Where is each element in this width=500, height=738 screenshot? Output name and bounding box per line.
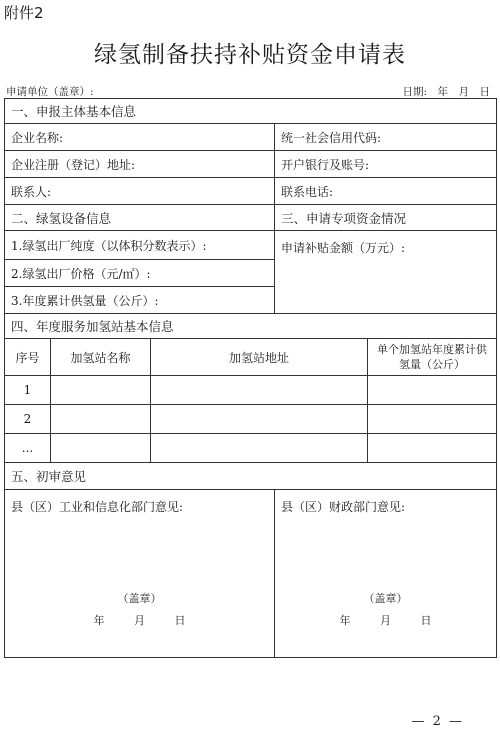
supply-field[interactable]: 3.年度累计供氢量（公斤）: — [5, 287, 275, 314]
station-address-cell[interactable] — [151, 376, 368, 405]
application-form-table — [4, 98, 497, 658]
subsidy-amount-field[interactable]: 申请补贴金额（万元）: — [275, 231, 497, 314]
section2-heading: 二、绿氢设备信息 — [5, 205, 275, 231]
attachment-label: 附件2 — [4, 4, 44, 22]
col-header-station-name: 加氢站名称 — [51, 339, 151, 376]
date-line: 年 月 日 — [93, 614, 186, 627]
industry-dept-label: 县（区）工业和信息化部门意见: — [11, 500, 184, 514]
company-name-field[interactable]: 企业名称: — [5, 124, 275, 151]
page-number: — 2 — — [411, 714, 464, 729]
station-supply-cell[interactable] — [368, 434, 497, 463]
reg-address-field[interactable]: 企业注册（登记）地址: — [5, 151, 275, 178]
purity-field[interactable]: 1.绿氢出厂纯度（以体积分数表示）: — [5, 231, 275, 260]
row-index: 2 — [5, 405, 51, 434]
form-title: 绿氢制备扶持补贴资金申请表 — [94, 42, 406, 68]
col-header-annual-supply: 单个加氢站年度累计供氢量（公斤） — [368, 339, 497, 376]
station-address-cell[interactable] — [151, 405, 368, 434]
row-index: 1 — [5, 376, 51, 405]
section4-heading: 四、年度服务加氢站基本信息 — [5, 314, 497, 339]
section3-heading: 三、申请专项资金情况 — [275, 205, 497, 231]
date-label: 日期: 年 月 日 — [402, 86, 490, 98]
credit-code-field[interactable]: 统一社会信用代码: — [275, 124, 497, 151]
applicant-unit-label: 申请单位（盖章）: — [6, 86, 94, 98]
phone-field[interactable]: 联系电话: — [275, 178, 497, 205]
contact-field[interactable]: 联系人: — [5, 178, 275, 205]
col-header-index: 序号 — [5, 339, 51, 376]
stamp-label: （盖章） — [363, 592, 408, 605]
station-supply-cell[interactable] — [368, 405, 497, 434]
station-name-cell[interactable] — [51, 434, 151, 463]
col-header-station-address: 加氢站地址 — [151, 339, 368, 376]
finance-dept-opinion[interactable] — [275, 490, 497, 658]
station-supply-cell[interactable] — [368, 376, 497, 405]
section1-heading: 一、申报主体基本信息 — [5, 99, 497, 124]
date-line: 年 月 日 — [339, 614, 432, 627]
industry-dept-opinion[interactable] — [5, 490, 275, 658]
finance-dept-label: 县（区）财政部门意见: — [281, 500, 406, 514]
station-name-cell[interactable] — [51, 405, 151, 434]
bank-account-field[interactable]: 开户银行及账号: — [275, 151, 497, 178]
station-address-cell[interactable] — [151, 434, 368, 463]
section5-heading: 五、初审意见 — [5, 463, 497, 490]
station-name-cell[interactable] — [51, 376, 151, 405]
row-index: ... — [5, 434, 51, 463]
price-field[interactable]: 2.绿氢出厂价格（元/㎡）: — [5, 260, 275, 287]
stamp-label: （盖章） — [117, 592, 162, 605]
